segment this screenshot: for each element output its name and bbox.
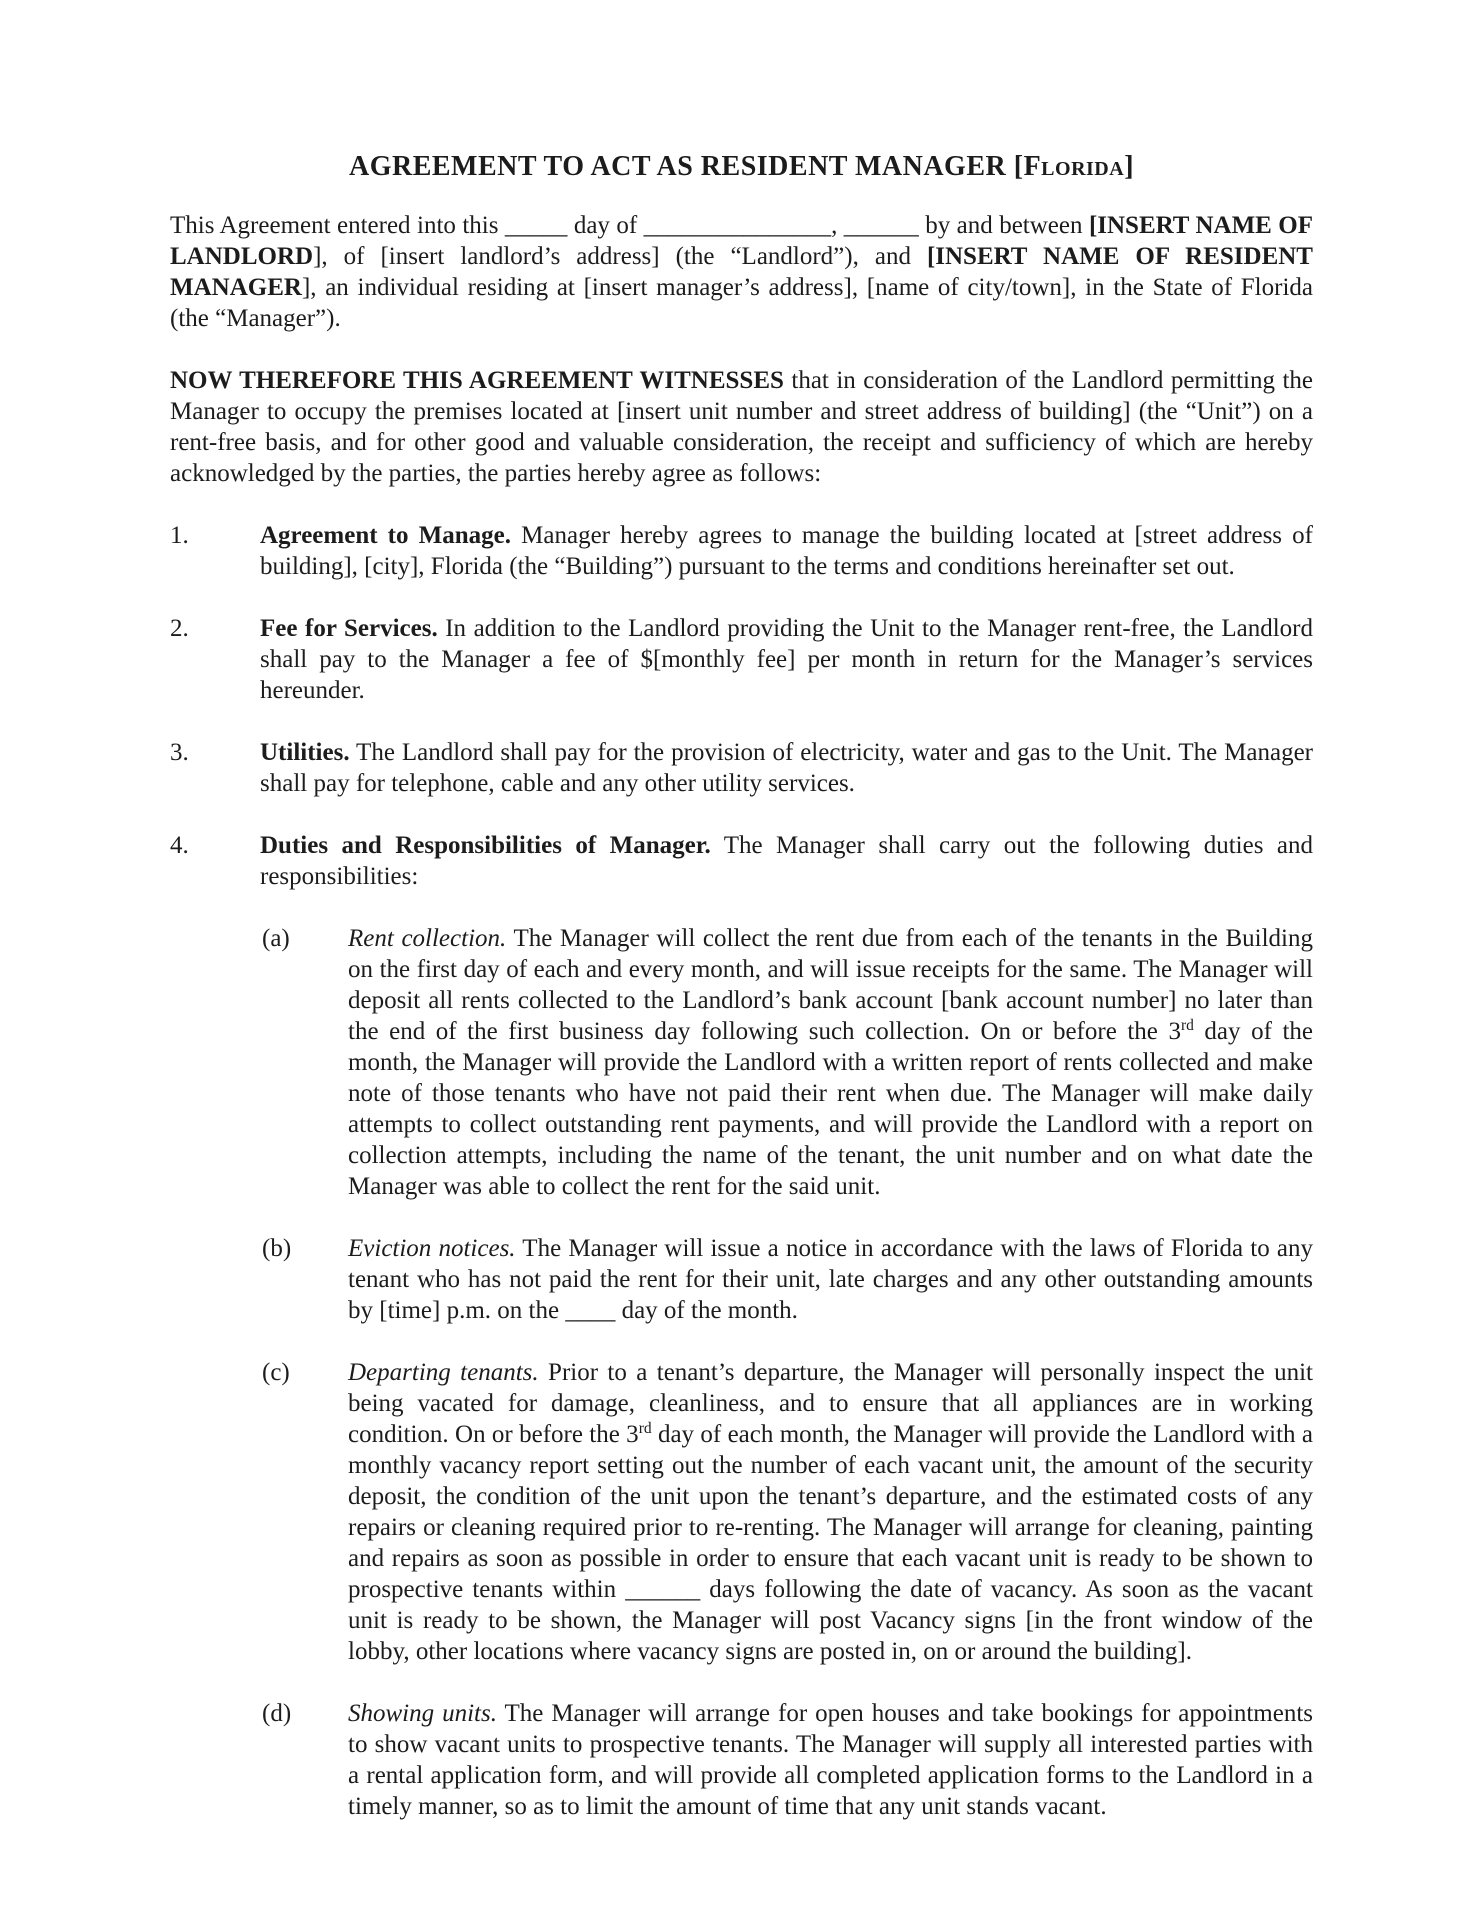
section-4-duties <box>170 830 1313 923</box>
section-heading: Utilities. <box>260 739 350 766</box>
witnesseth-run: that in consideration of the Landlord permitting the Manager to occupy the premises located at [insert unit number and street address of building] (the “Unit”) on a rent-free basis, and for other good and valuable consideration, the receipt and sufficiency of which are hereby acknowledged by the parties, the parties hereby agree as follows: <box>170 367 1313 487</box>
subsection-text: The Manager will collect the rent due from each of the tenants in the Building on the first day of each and every month, and will issue receipts for the same. The Manager will deposit all rents collected to the Landlord’s bank account [bank account number] no later than the end of the first business day following such collection. On or before the 3 <box>348 925 1313 1045</box>
intro-run: ], of [insert landlord’s address] (the “Landlord”), and <box>313 243 927 270</box>
section-heading: Duties and Responsibilities of Manager. <box>260 832 711 859</box>
subsection-b-eviction-notices <box>262 1233 1313 1357</box>
title-prefix: AGREEMENT TO ACT AS RESIDENT MANAGER [ <box>348 151 1024 182</box>
section-number: 1. <box>170 522 189 549</box>
section-number: 2. <box>170 615 189 642</box>
subsection-body <box>348 1357 1313 1667</box>
subsection-heading: Eviction notices. <box>348 1235 516 1262</box>
section-body <box>260 830 1313 892</box>
subsection-text: Prior to a tenant’s departure, the Manager will personally inspect the unit being vacated for damage, cleanliness, and to ensure that all appliances are in working condition. On or before the 3 <box>348 1359 1313 1448</box>
subsection-label: (c) <box>262 1359 290 1386</box>
section-text: The Manager shall carry out the following duties and responsibilities: <box>260 832 1313 890</box>
ordinal-superscript: rd <box>1180 1017 1194 1035</box>
section-number: 4. <box>170 832 189 859</box>
section-body <box>260 520 1313 582</box>
subsection-label: (b) <box>262 1235 292 1262</box>
title-state: Florida <box>1023 151 1125 182</box>
subsection-heading: Departing tenants. <box>348 1359 539 1386</box>
subsection-heading: Showing units. <box>348 1700 497 1727</box>
section-1-agreement-to-manage <box>170 520 1313 613</box>
section-text: Manager hereby agrees to manage the building located at [street address of building], [city], Florida (the “Building”) pursuant to the terms and conditions hereinafter set out. <box>260 522 1314 580</box>
landlord-name-placeholder: [INSERT NAME OF LANDLORD <box>170 212 1313 270</box>
title-suffix: ] <box>1124 151 1135 182</box>
subsection-c-departing-tenants <box>262 1357 1313 1698</box>
section-text: The Landlord shall pay for the provision of electricity, water and gas to the Unit. The Manager shall pay for telephone, cable and any other utility services. <box>260 739 1313 797</box>
section-2-fee-for-services <box>170 613 1313 737</box>
witnesseth-heading: NOW THEREFORE THIS AGREEMENT WITNESSES <box>170 367 784 394</box>
subsection-text: day of each month, the Manager will provide the Landlord with a monthly vacancy report setting out the number of each vacant unit, the amount of the security deposit, the condition of the unit upon the tenant’s departure, and the estimated costs of any repairs or cleaning required prior to re-renting. The Manager will arrange for cleaning, painting and repairs as soon as possible in order to ensure that each vacant unit is ready to be shown to prospective tenants within ______ days following the date of vacancy. As soon as the vacant unit is ready to be shown, the Manager will post Vacancy signs [in the front window of the lobby, other locations where vacancy signs are posted in, on or around the building]. <box>348 1421 1313 1665</box>
section-number: 3. <box>170 739 189 766</box>
subsection-label: (a) <box>262 925 290 952</box>
section-heading: Fee for Services. <box>260 615 438 642</box>
section-body <box>260 613 1313 706</box>
subsection-body <box>348 923 1313 1202</box>
subsection-body <box>348 1233 1313 1326</box>
subsection-label: (d) <box>262 1700 292 1727</box>
subsection-a-rent-collection <box>262 923 1313 1233</box>
section-heading: Agreement to Manage. <box>260 522 512 549</box>
intro-run: This Agreement entered into this _____ day of _______________, ______ by and between <box>170 212 1089 239</box>
intro-run: ], an individual residing at [insert manager’s address], [name of city/town], in the State of Florida (the “Manager”). <box>170 274 1313 332</box>
subsection-d-showing-units <box>262 1698 1313 1853</box>
subsection-body <box>348 1698 1313 1822</box>
document-title <box>170 150 1313 184</box>
witnesseth-paragraph <box>170 365 1313 489</box>
intro-paragraph <box>170 210 1313 334</box>
section-3-utilities <box>170 737 1313 830</box>
section-body <box>260 737 1313 799</box>
subsection-text: The Manager will arrange for open houses and take bookings for appointments to show vacant units to prospective tenants. The Manager will supply all interested parties with a rental application form, and will provide all completed application forms to the Landlord in a timely manner, so as to limit the amount of time that any unit stands vacant. <box>348 1700 1313 1820</box>
section-text: In addition to the Landlord providing the Unit to the Manager rent-free, the Landlord shall pay to the Manager a fee of $[monthly fee] per month in return for the Manager’s services hereunder. <box>260 615 1313 704</box>
subsection-text: day of the month, the Manager will provide the Landlord with a written report of rents collected and make note of those tenants who have not paid their rent when due. The Manager will make daily attempts to collect outstanding rent payments, and will provide the Landlord with a report on collection attempts, including the name of the tenant, the unit number and on what date the Manager was able to collect the rent for the said unit. <box>348 1018 1313 1200</box>
subsection-text: The Manager will issue a notice in accordance with the laws of Florida to any tenant who has not paid the rent for their unit, late charges and any other outstanding amounts by [time] p.m. on the ____ day of the month. <box>348 1235 1313 1324</box>
manager-name-placeholder: [INSERT NAME OF RESIDENT MANAGER <box>170 243 1313 301</box>
ordinal-superscript: rd <box>638 1420 652 1438</box>
subsection-heading: Rent collection. <box>348 925 507 952</box>
